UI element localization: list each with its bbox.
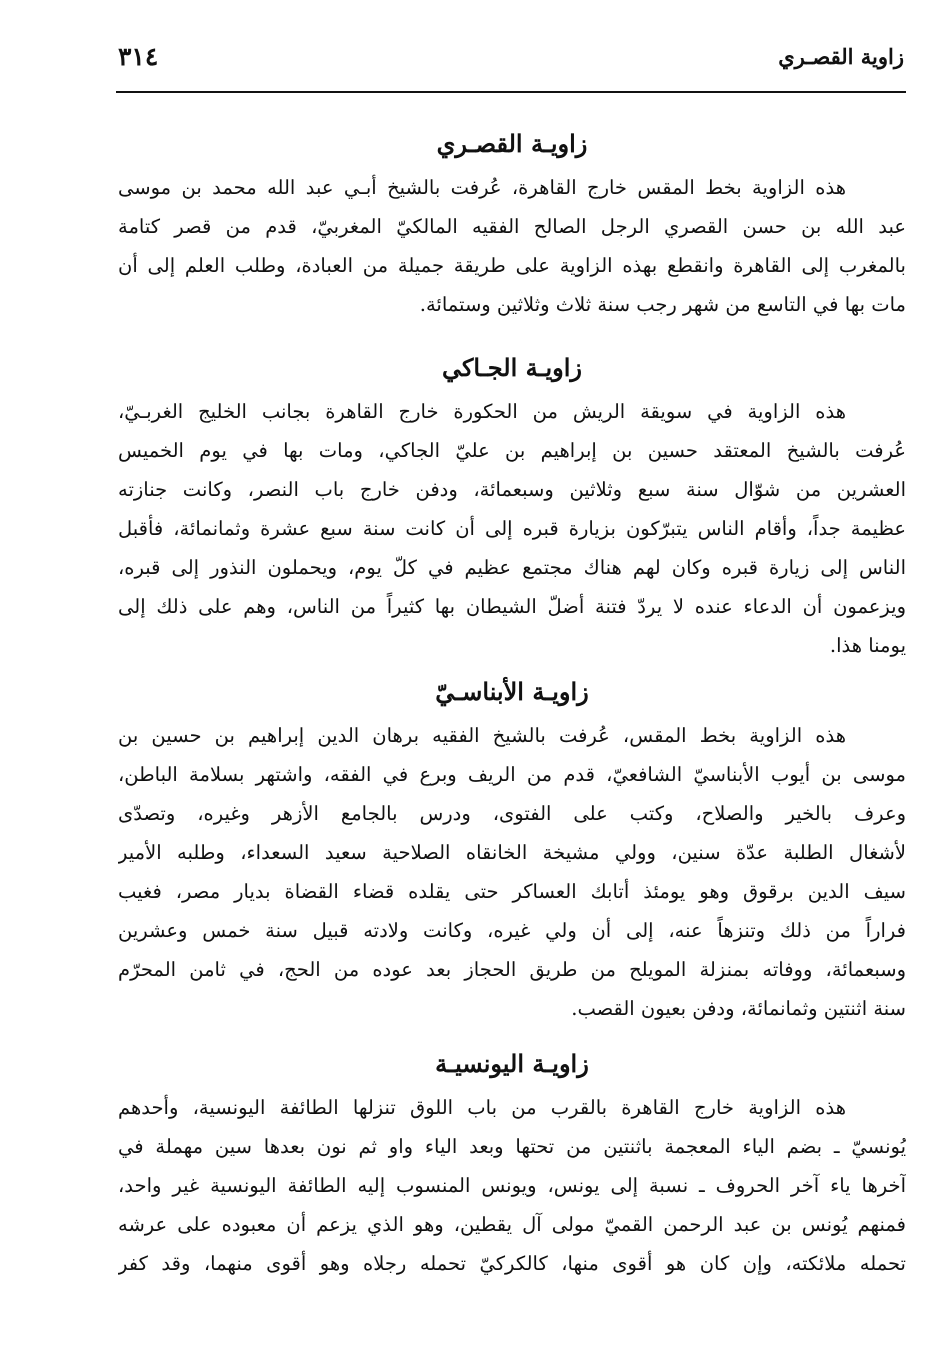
text-line: العشرين من شوّال سنة سبع وثلاثين وسبعمائة، ودفن خارج باب النصر، وكانت جنازته [118, 478, 906, 501]
text-line: الناس إلى زيارة قبره وكان لهم هناك مجتمع عظيم في كلّ يوم، ويحملون النذور إلى قبره، [118, 556, 906, 579]
text-line: آخرها ياء آخر الحروف ـ نسبة إلى يونس، ويونس المنسوب إليه الطائفة اليونسية غير واحد، [118, 1174, 906, 1197]
text-line: موسى بن أيوب الأبناسيّ الشافعيّ، قدم من الريف وبرع في الفقه، واشتهر بسلامة الباطن، [118, 763, 906, 786]
header-rule [116, 91, 906, 93]
paragraph [118, 1088, 906, 1283]
section-title: زاويـة اليونسيـة [435, 1049, 589, 1078]
running-title: زاوية القصـري [778, 43, 904, 69]
text-line: عبد الله بن حسن القصري الرجل الصالح الفقيه المالكيّ المغربيّ، قدم من قصر كتامة [118, 215, 906, 238]
section-qasri [118, 120, 906, 324]
text-line: عظيمة جداً، وأقام الناس يتبرّكون بزيارة قبره إلى أن كانت سنة سبع عشرة وثمانمائة، فأقبل [118, 517, 906, 540]
section-title: زاويـة الأبناسـيّ [435, 677, 589, 706]
section-yunusiya [118, 1040, 906, 1283]
paragraph [118, 716, 906, 1028]
text-line: بالمغرب إلى القاهرة وانقطع بهذه الزاوية على طريقة جميلة من العبادة، وطلب العلم إلى أن [118, 254, 906, 277]
paragraph [118, 392, 906, 665]
section-abnasi [118, 668, 906, 1028]
text-line: وعرف بالخير والصلاح، وكتب على الفتوى، ودرس بالجامع الأزهر وغيره، وتصدّى [118, 802, 906, 825]
section-title: زاويـة الجـاكي [441, 353, 583, 382]
section-title: زاويـة القصـري [436, 129, 588, 158]
text-line: لأشغال الطلبة عدّة سنين، وولي مشيخة الخانقاه الصلاحية سعيد السعداء، وطلبه الأمير [118, 841, 906, 864]
text-line: فراراً من ذلك وتنزهاً عنه، إلى أن ولي غيره، وكانت ولادته قبيل سنة خمس وعشرين [118, 919, 906, 942]
section-jaki [118, 344, 906, 665]
text-line: هذه الزاوية خارج القاهرة بالقرب من باب اللوق تنزلها الطائفة اليونسية، وأحدهم [118, 1096, 846, 1119]
page-number: ٣١٤ [118, 41, 159, 71]
text-line: هذه الزاوية بخط المقس خارج القاهرة، عُرفت بالشيخ أبـي عبد الله محمد بن موسى [118, 176, 846, 199]
text-line: سيف الدين برقوق وهو يومئذ أتابك العساكر حتى يقلده قضاء القضاة بديار مصر، فغيب [118, 880, 906, 903]
text-line: هذه الزاوية في سويقة الريش من الحكورة خارج القاهرة بجانب الخليج الغربـيّ، [118, 400, 846, 423]
text-line: تحمله ملائكته، وإن كان هو أقوى منها، كالكركيّ تحمله رجلاه وهو أقوى منهما، وقد كفر [118, 1252, 906, 1275]
paragraph [118, 168, 906, 324]
text-line: يُونسيّ ـ بضم الياء المعجمة باثنتين من تحتها وبعد الياء واو ثم نون بعدها سين مهملة في [118, 1135, 906, 1158]
text-line: سنة اثنتين وثمانمائة، ودفن بعيون القصب. [571, 997, 906, 1020]
text-line: وسبعمائة، ووفاته بمنزلة المويلح من طريق الحجاز بعد عوده من الحج، في ثامن المحرّم [118, 958, 906, 981]
text-line: فمنهم يُونس بن عبد الرحمن القميّ مولى آل يقطين، وهو الذي يزعم أن معبوده على عرشه [118, 1213, 906, 1236]
running-head [118, 36, 904, 76]
text-line: يومنا هذا. [829, 634, 906, 657]
text-line: هذه الزاوية بخط المقس، عُرفت بالشيخ الفقيه برهان الدين إبراهيم بن حسين بن [118, 724, 846, 747]
text-line: عُرفت بالشيخ المعتقد حسين بن إبراهيم بن عليّ الجاكي، ومات بها في يوم الخميس [118, 439, 906, 462]
text-line: مات بها في التاسع من شهر رجب سنة ثلاث وثلاثين وستمائة. [419, 293, 906, 316]
text-line: ويزعمون أن الدعاء عنده لا يردّ فتنة أضلّ الشيطان بها كثيراً من الناس، وهم على ذلك إلى [118, 595, 906, 618]
